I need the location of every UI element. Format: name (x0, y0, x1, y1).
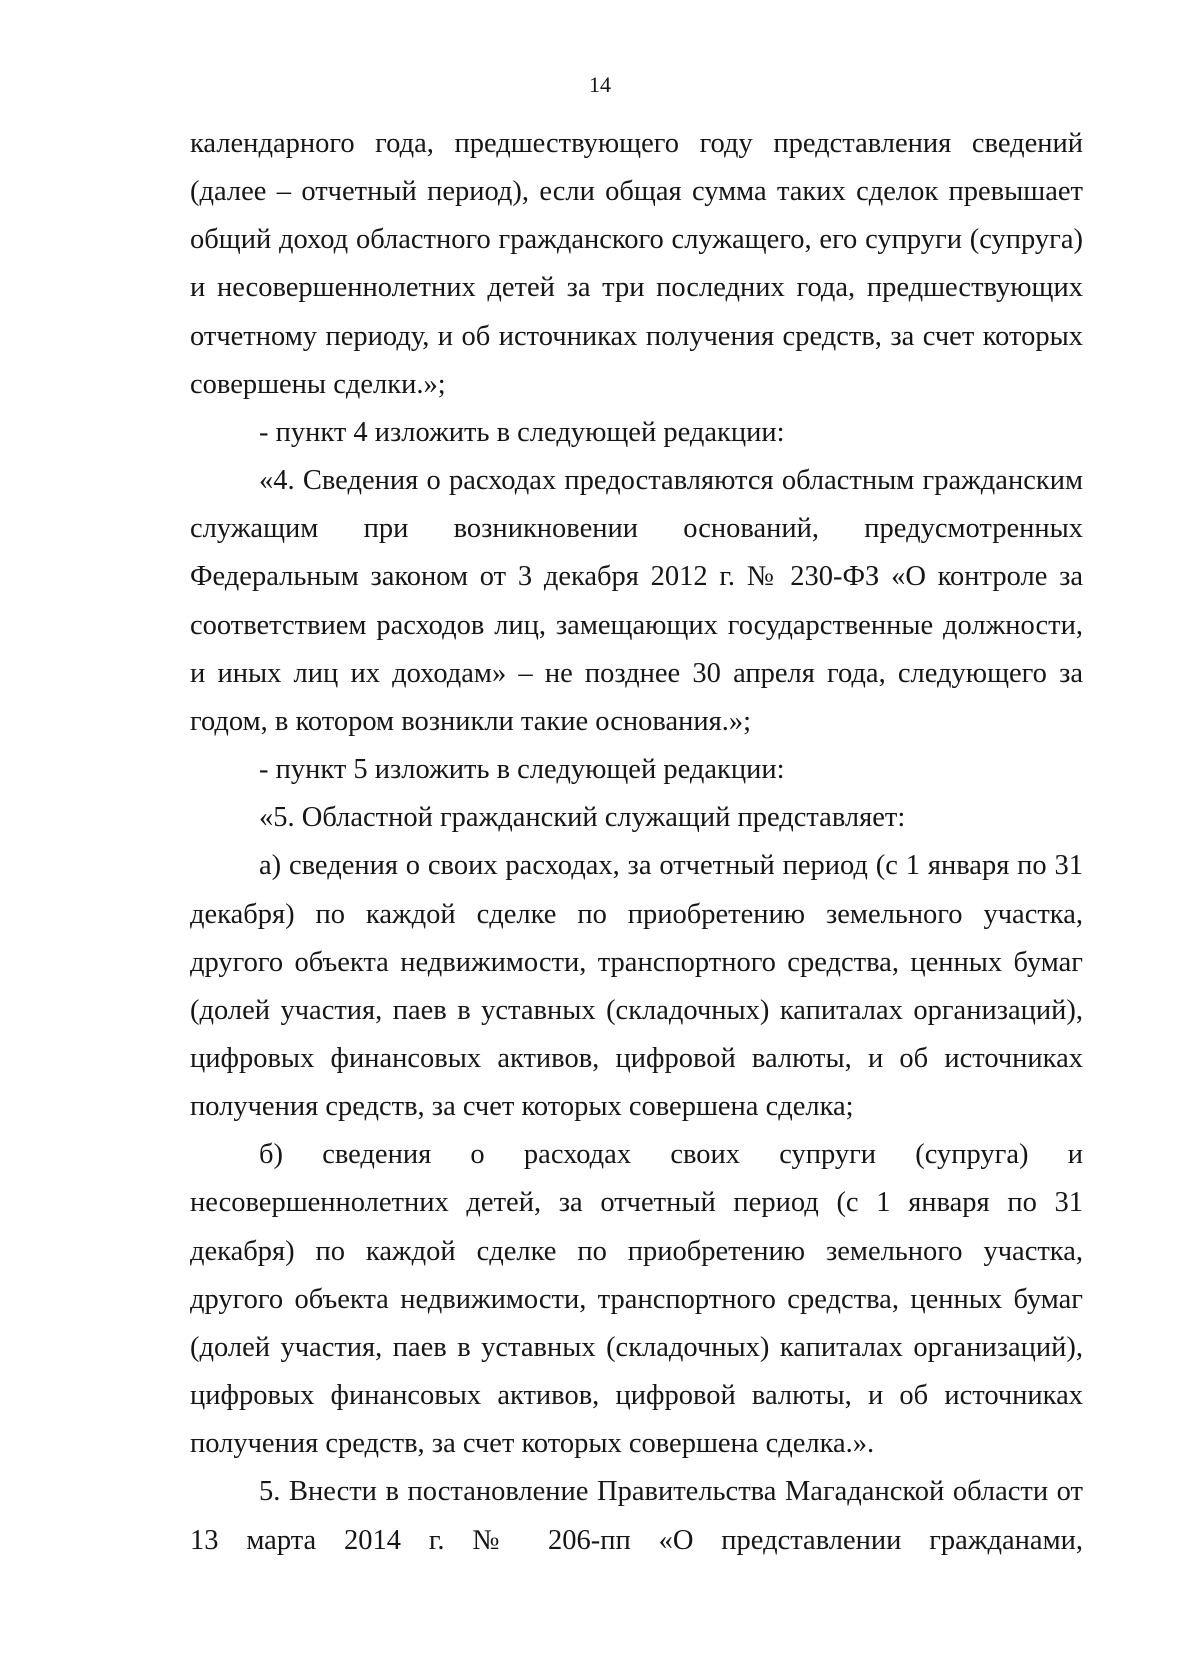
paragraph-section-5: 5. Внести в постановление Правительства Магаданской области от 13 марта 2014 г. № 206-пп «О представлении гражданами, (190, 1476, 1083, 1556)
paragraph-subitem-b: б) сведения о расходах своих супруги (супруга) и несовершеннолетних детей, за отчетный период (с 1 января по 31 декабря) по каждой сделке по приобретению земельного участка, другого объекта недвижимости, транспортного средства, ценных бумаг (долей участия, паев в уставных (складочных) капиталах организаций), цифровых финансовых активов, цифровой валюты, и об источниках получения средств, за счет которых совершена сделка.». (190, 1139, 1083, 1460)
paragraph-continuation: календарного года, предшествующего году представления сведений (далее – отчетный период), если общая сумма таких сделок превышает общий доход областного гражданского служащего, его супруги (супруга) и несовершеннолетних детей за три последних года, предшествующих отчетному периоду, и об источниках получения средств, за счет которых совершены сделки.»; (190, 128, 1083, 400)
paragraph-item-5-instruction: - пункт 5 изложить в следующей редакции: (259, 754, 785, 786)
page-number: 14 (589, 72, 611, 97)
paragraph-item-4-text: «4. Сведения о расходах предоставляются областным гражданским служащим при возникновении оснований, предусмотренных Федеральным законом от 3 декабря 2012 г. № 230-ФЗ «О контроле за соответствием расходов лиц, замещающих государственные должности, и иных лиц их доходам» – не позднее 30 апреля года, следующего за годом, в котором возникли такие основания.»; (190, 465, 1083, 737)
document-body (190, 120, 1083, 1565)
paragraph-subitem-a: а) сведения о своих расходах, за отчетный период (с 1 января по 31 декабря) по каждой сделке по приобретению земельного участка, другого объекта недвижимости, транспортного средства, ценных бумаг (долей участия, паев в уставных (складочных) капиталах организаций), цифровых финансовых активов, цифровой валюты, и об источниках получения средств, за счет которых совершена сделка; (190, 850, 1083, 1123)
paragraph-item-4-instruction: - пункт 4 изложить в следующей редакции: (259, 416, 785, 448)
paragraph-item-5-heading: «5. Областной гражданский служащий представляет: (259, 802, 906, 834)
